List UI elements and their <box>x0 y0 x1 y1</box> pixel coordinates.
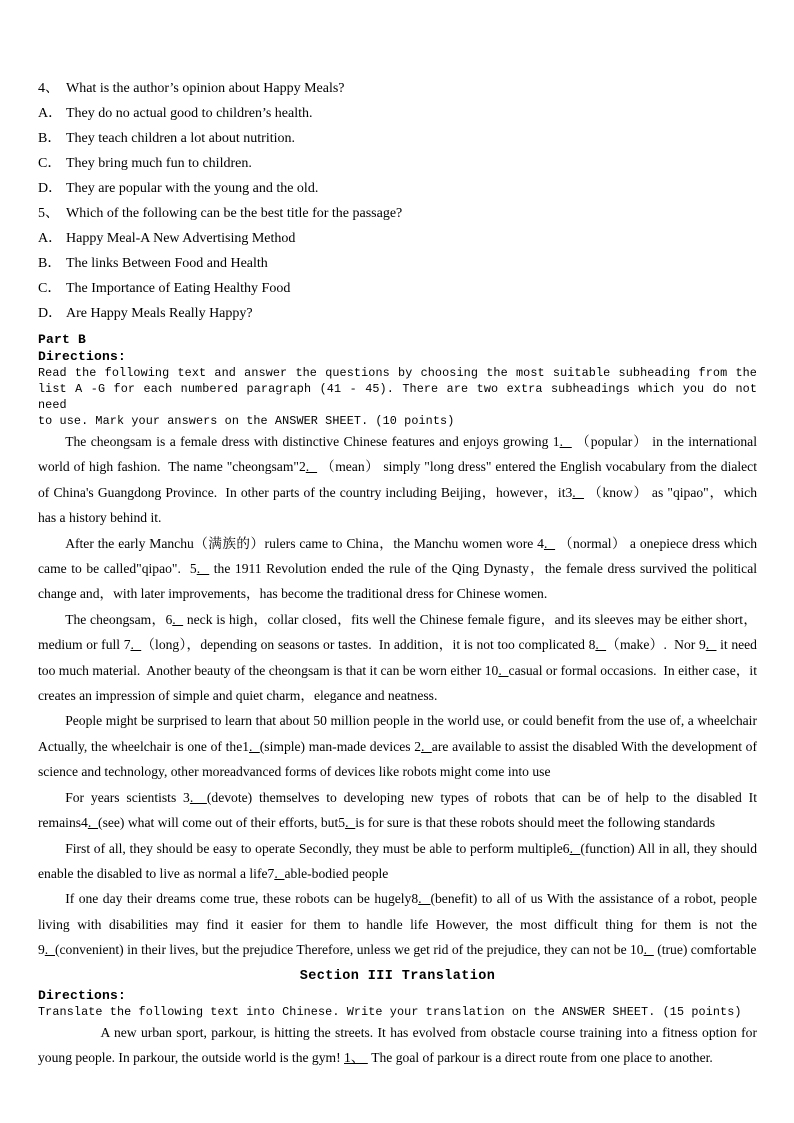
text-run: A new urban sport, parkour, is hitting the streets. It has evolved from obstacle course training into a fitness option for young people. In parkour, the outside world is the gym! <box>38 1024 757 1065</box>
directions-line: Read the following text and answer the questions by choosing the most suitable subheading from the <box>38 366 757 380</box>
cloze-wheelchair-passage <box>38 708 757 962</box>
section3-heading: Section III Translation <box>299 968 496 984</box>
option-line <box>38 101 757 126</box>
option-line <box>38 151 757 176</box>
cloze-blank: . <box>418 891 431 907</box>
text-run: （long），depending on seasons or tastes. In addition，it is not too complicated 8 <box>141 637 596 653</box>
question-line <box>38 201 757 226</box>
passage-paragraph <box>38 785 757 836</box>
cloze-blank: . <box>595 637 607 653</box>
option-text: The Importance of Eating Healthy Food <box>66 281 291 296</box>
cloze-blank: . <box>172 611 184 627</box>
cloze-cheongsam-passage <box>38 429 757 708</box>
text-run: After the early Manchu（满族的）rulers came to China，the Manchu women wore 4 <box>65 535 544 551</box>
passage-paragraph <box>38 531 757 607</box>
text-run: If one day their dreams come true, these robots can be hugely8 <box>65 891 419 907</box>
directions-line: Translate the following text into Chinese. Write your translation on the ANSWER SHEET. (15 points) <box>38 1004 742 1019</box>
text-run: （make）. Nor 9 <box>606 637 706 653</box>
option-letter: B． <box>38 131 62 146</box>
option-letter: C． <box>38 281 62 296</box>
option-line <box>38 301 757 326</box>
passage-paragraph <box>38 708 757 784</box>
cloze-blank: . <box>569 840 581 856</box>
passage-paragraph <box>38 607 757 709</box>
text-run: First of all, they should be easy to operate Secondly, they must be able to perform multiple6 <box>65 840 570 856</box>
text-run: (see) what will come out of their efforts, but5 <box>98 815 346 831</box>
passage-paragraph <box>38 836 757 887</box>
text-run: （mean） simply "long dress" entered the English vocabulary from the dialect of China's Guangdong Province. In other parts of the country including Beijing，however，it3 <box>38 459 757 500</box>
option-letter: D． <box>38 306 63 321</box>
reading-questions-section <box>38 76 757 326</box>
text-run: The goal of parkour is a direct route from one place to another. <box>367 1049 713 1065</box>
option-letter: C． <box>38 156 62 171</box>
option-line <box>38 226 757 251</box>
text-run: People might be surprised to learn that about 50 million people in the world use, or could benefit from the use of, a wheelchair Actually, the wheelchair is one of the1 <box>38 713 757 754</box>
option-text: They bring much fun to children. <box>66 156 252 171</box>
option-text: They are popular with the young and the old. <box>66 181 319 196</box>
text-run: neck is high，collar closed，fits well the Chinese female figure，and its sleeves may be either short，medium or full 7 <box>38 611 758 653</box>
question-text: Which of the following can be the best title for the passage? <box>66 206 403 221</box>
option-line <box>38 251 757 276</box>
text-run: are available to assist the disabled With the development of science and technology, other moreadvanced forms of devices like robots might come into use <box>38 738 757 780</box>
question-number: 5、 <box>38 206 59 221</box>
text-run: casual or formal occasions. In either case，it creates an impression of simple and quiet charm，elegance and neatness. <box>38 662 757 704</box>
cloze-blank: . <box>196 561 210 577</box>
text-run: is for sure is that these robots should meet the following standards <box>355 815 716 831</box>
cloze-blank: 1、 <box>344 1049 368 1065</box>
cloze-blank: . <box>421 738 432 754</box>
question-number: 4、 <box>38 81 59 96</box>
cloze-blank: . <box>543 535 556 551</box>
option-text: Happy Meal-A New Advertising Method <box>66 231 296 246</box>
text-run: (devote) themselves to developing new types of robots that can be of help to the disabled It remains4 <box>38 789 757 831</box>
question-line <box>38 76 757 101</box>
text-run: For years scientists 3 <box>65 789 190 805</box>
option-letter: A． <box>38 106 63 121</box>
text-run: （popular） in the international world of high fashion. The name "cheongsam"2 <box>38 434 757 475</box>
cloze-blank: . <box>643 942 654 958</box>
option-letter: D． <box>38 181 63 196</box>
cloze-blank: . <box>189 789 207 805</box>
option-line <box>38 176 757 201</box>
cloze-blank: . <box>305 459 318 475</box>
passage-paragraph <box>38 1020 757 1071</box>
text-run: able-bodied people <box>284 865 389 881</box>
cloze-blank: . <box>130 637 142 653</box>
part-b-directions-label: Directions: <box>38 349 127 364</box>
option-text: They do no actual good to children’s health. <box>66 106 313 121</box>
directions-line: list A -G for each numbered paragraph (41 - 45). There are two extra subheadings which you do not need <box>38 382 757 412</box>
section3-directions-label: Directions: <box>38 987 127 1003</box>
cloze-blank: . <box>705 637 717 653</box>
option-letter: A． <box>38 231 63 246</box>
text-run: (convenient) in their lives, but the prejudice Therefore, unless we get rid of the prejudice, they can not be 10 <box>55 942 644 958</box>
option-text: They teach children a lot about nutrition. <box>66 131 295 146</box>
text-run: （normal） a onepiece dress which came to be called"qipao". 5 <box>38 535 758 577</box>
cloze-blank: . <box>274 865 285 881</box>
text-run: (true) comfortable <box>653 942 757 958</box>
text-run: the 1911 Revolution ended the rule of the Qing Dynasty，the female dress survived the political change and，with later improvements，has become the traditional dress for Chinese women. <box>38 561 757 602</box>
cloze-blank: . <box>249 738 260 754</box>
cloze-blank: . <box>498 662 509 678</box>
directions-line: to use. Mark your answers on the ANSWER SHEET. (10 points) <box>38 414 455 428</box>
cloze-blank: . <box>345 815 356 831</box>
translation-passage <box>38 1020 757 1071</box>
option-letter: B． <box>38 256 62 271</box>
option-line <box>38 276 757 301</box>
option-text: The links Between Food and Health <box>66 256 268 271</box>
text-run: it need too much material. Another beauty of the cheongsam is that it can be worn either 10 <box>38 637 757 678</box>
cloze-blank: . <box>44 942 55 958</box>
option-text: Are Happy Meals Really Happy? <box>66 306 253 321</box>
part-b-section <box>38 331 757 429</box>
section3-directions-text <box>38 1004 757 1020</box>
text-run: （know） as "qipao"，which has a history behind it. <box>38 484 758 526</box>
passage-paragraph <box>38 429 757 531</box>
question-text: What is the author’s opinion about Happy Meals? <box>66 81 345 96</box>
text-run: The cheongsam is a female dress with distinctive Chinese features and enjoys growing 1 <box>65 434 560 449</box>
cloze-blank: . <box>572 484 584 500</box>
text-run: (function) All in all, they should enable the disabled to live as normal a life7 <box>38 840 757 881</box>
part-b-heading: Part B <box>38 332 87 347</box>
translation-section <box>38 967 757 1071</box>
text-run: (simple) man-made devices 2 <box>259 738 422 754</box>
cloze-blank: . <box>559 434 572 449</box>
part-b-directions-text <box>38 365 757 429</box>
passage-paragraph <box>38 886 757 962</box>
cloze-blank: . <box>87 815 99 831</box>
option-line <box>38 126 757 151</box>
text-run: (benefit) to all of us With the assistance of a robot, people living with disabilities may find it easier for them to handle life However, the most difficult thing for them is not the 9 <box>38 891 757 958</box>
text-run: The cheongsam，6 <box>65 611 173 627</box>
